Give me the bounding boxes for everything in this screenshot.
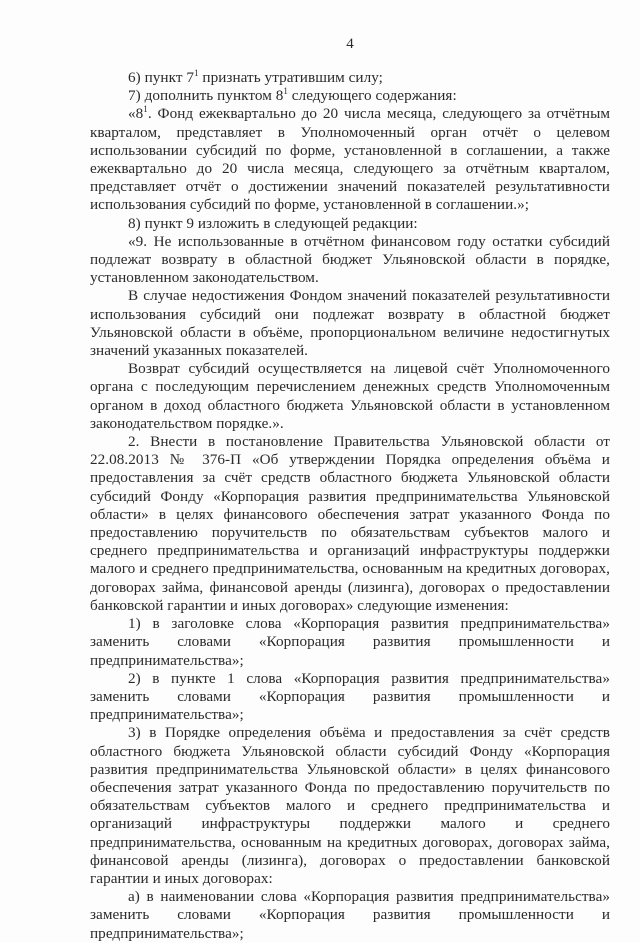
paragraph-change-3a: а) в наименовании слова «Корпорация развития предпринимательства» заменить словами «Корпорация развития промышленности и предпринимательства»; — [90, 888, 610, 942]
paragraph-clause-8-1: «$8^1$. Фонд ежеквартально до 20 числа месяца, следующего за отчётным кварталом, представляет в Уполномоченный орган отчёт о целевом использовании субсидий по форме, установленной в соглашении, а также ежеквартально до 20 числа месяца, следующего за отчётным кварталом, представляет отчёт о достижении значений показателей результативности использования субсидий по форме, установленной в соглашении.»; — [90, 104, 610, 214]
paragraph-change-1: 1) в заголовке слова «Корпорация развития предпринимательства» заменить словами «Корпорация развития промышленности и предпринимательства»; — [90, 615, 610, 669]
paragraph-refund: Возврат субсидий осуществляется на лицевой счёт Уполномоченного органа с последующим перечислением денежных средств Уполномоченным органом в доход областного бюджета Ульяновской области в установленном законодательством порядке.». — [90, 360, 610, 432]
paragraph-change-2: 2) в пункте 1 слова «Корпорация развития предпринимательства» заменить словами «Корпорация развития промышленности и предпринимательства»; — [90, 669, 610, 724]
paragraph-clause-9: «9. Не использованные в отчётном финансовом году остатки субсидий подлежат возврату в областной бюджет Ульяновской области в порядке, установленном законодательством. — [90, 232, 610, 287]
paragraph-item-7: 7) дополнить пунктом $8^1$ следующего содержания: — [128, 86, 457, 105]
page-number: 4 — [346, 36, 354, 52]
paragraph-change-3: 3) в Порядке определения объёма и предоставления за счёт средств областного бюджета Ульяновской области субсидий Фонду «Корпорация развития предпринимательства Ульяновской области» в целях финансового обеспечения затрат указанного Фонда по предоставлению поручительств по обязательствам субъектов малого и среднего предпринимательства и организаций инфраструктуры поддержки малого и среднего предпринимательства, основанным на кредитных договорах, договорах займа, финансовой аренды (лизинга), договорах о предоставлении банковской гарантии и иных договорах: — [90, 724, 610, 887]
paragraph-item-6: 6) пункт $7^1$ признать утратившим силу; — [128, 67, 383, 86]
paragraph-item-8: 8) пункт 9 изложить в следующей редакции: — [128, 214, 418, 232]
paragraph-section-2: 2. Внести в постановление Правительства Ульяновской области от 22.08.2013 № 376-П «Об утверждении Порядка определения объёма и предоставления за счёт средств областного бюджета Ульяновской области субсидий Фонду «Корпорация развития предпринимательства Ульяновской области» в целях финансового обеспечения затрат указанного Фонда по предоставлению поручительств по обязательствам субъектов малого и среднего предпринимательства и организаций инфраструктуры поддержки малого и среднего предпринимательства, основанным на кредитных договорах, договорах займа, финансовой аренды (лизинга), договорах о предоставлении банковской гарантии и иных договорах» следующие изменения: — [90, 433, 610, 614]
paragraph-nonachievement: В случае недостижения Фондом значений показателей результативности использования субсидий они подлежат возврату в областной бюджет Ульяновской области в объёме, пропорциональном величине недостигнутых значений указанных показателей. — [90, 287, 610, 360]
